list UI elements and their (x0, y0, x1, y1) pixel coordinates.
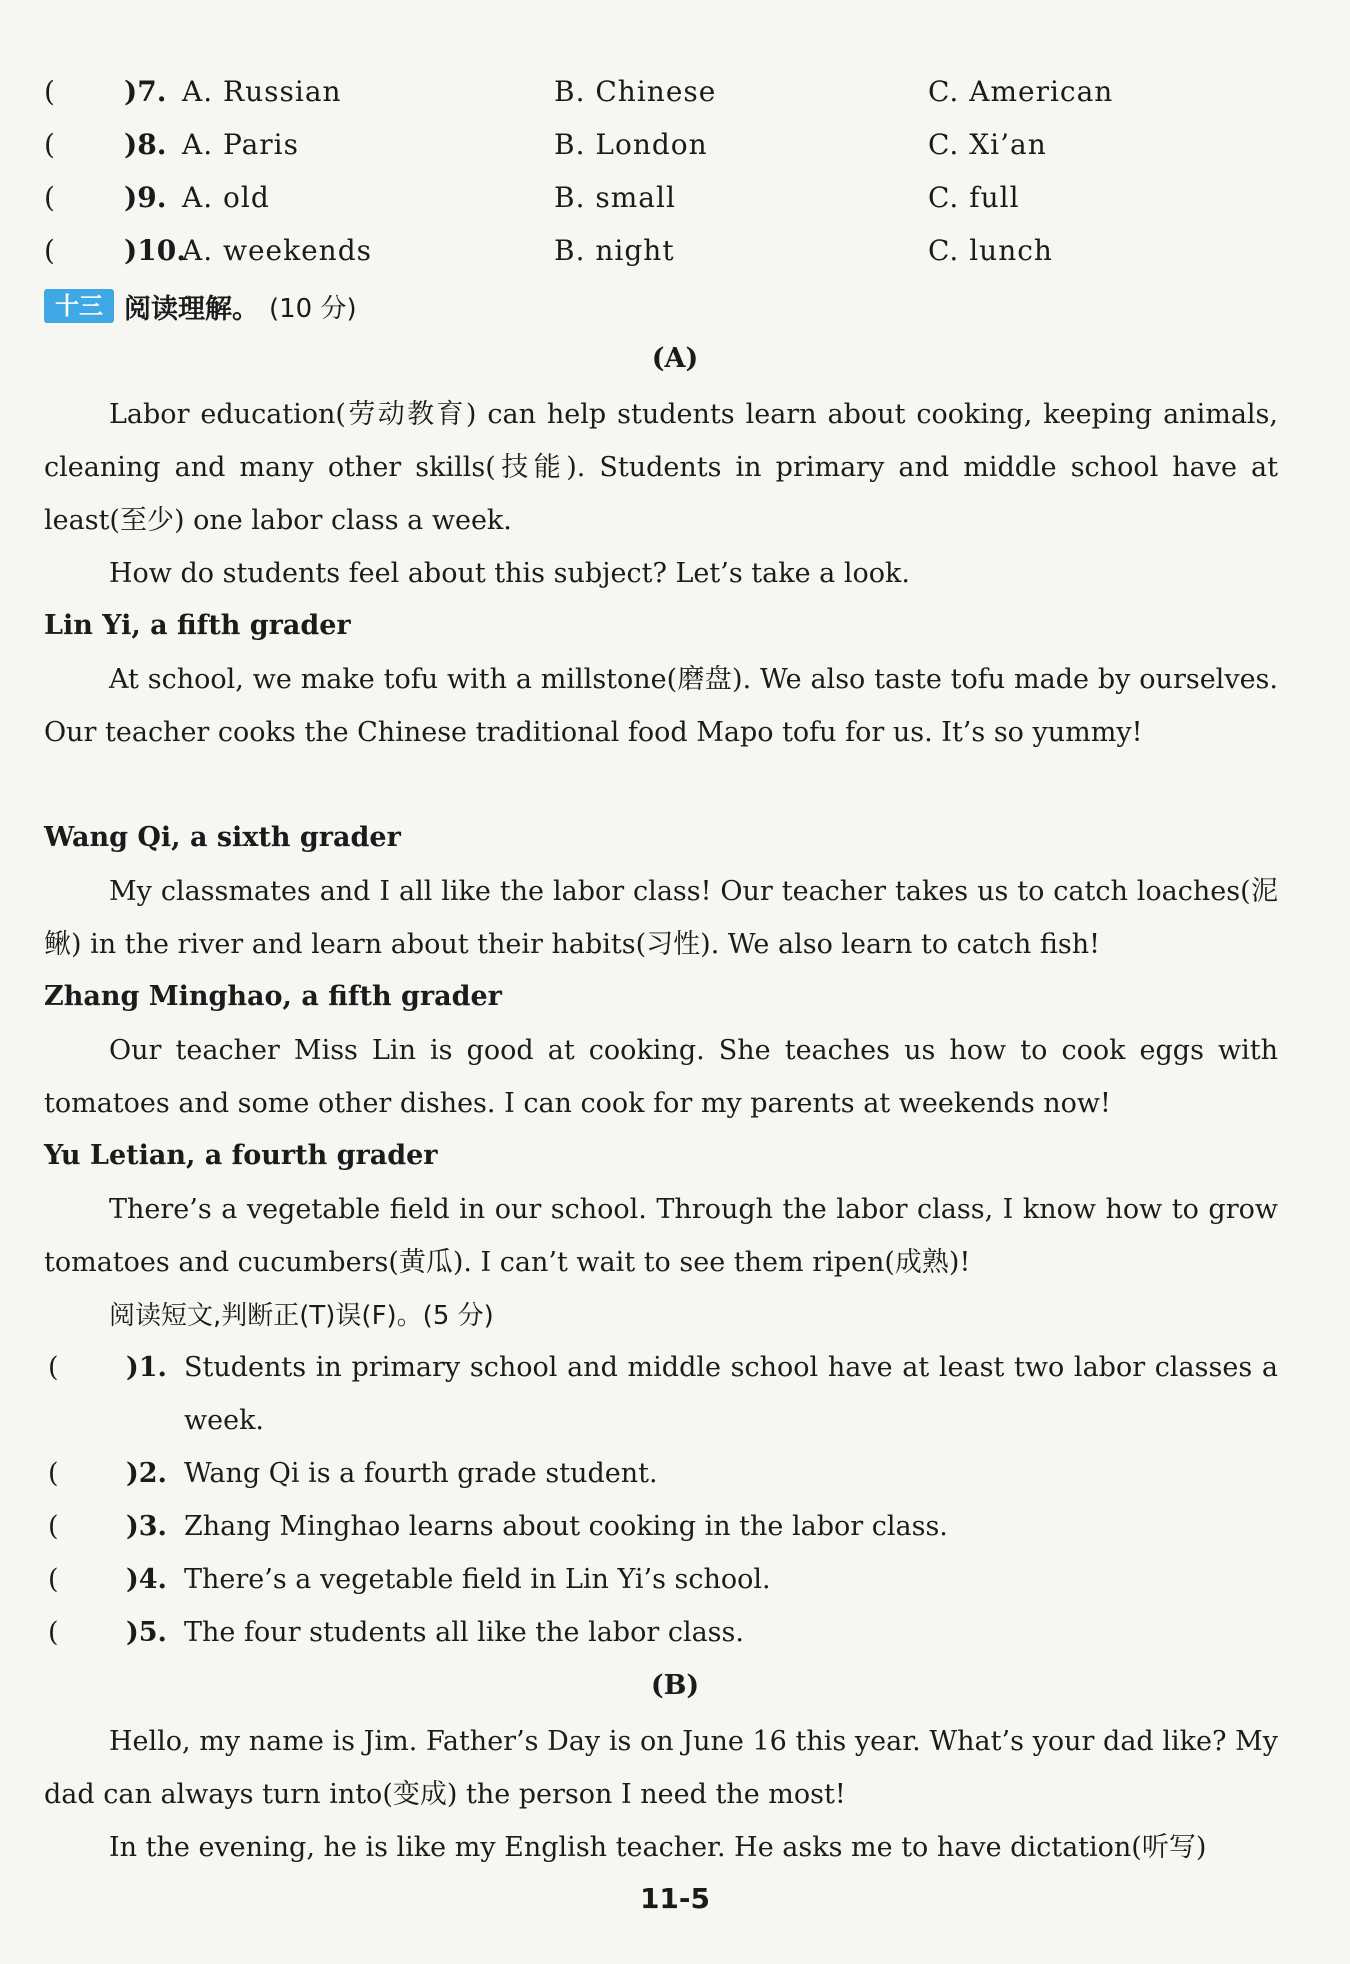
statement-text: Students in primary school and middle school have at least two labor classes a week. (184, 1352, 1278, 1436)
statement-text: Wang Qi is a fourth grade student. (184, 1458, 658, 1489)
tf-instruction: 阅读短文,判断正(T)误(F)。(5 分) (109, 1301, 494, 1331)
speaker-text: My classmates and I all like the labor class! Our teacher takes us to catch loaches(泥鳅) in the river and learn about their habits(习性). We also learn to catch fish! (44, 876, 1278, 960)
statement-number: )5. (126, 1617, 167, 1648)
option-c: C. Xi’an (928, 128, 1047, 161)
statement-number: )1. (126, 1352, 167, 1383)
option-c: C. full (928, 181, 1020, 214)
speaker-name: Yu Letian, a fourth grader (44, 1140, 438, 1171)
statement-text: There’s a vegetable field in Lin Yi’s school. (184, 1564, 771, 1595)
option-c: C. American (928, 75, 1114, 108)
answer-blank-open: ( (48, 1458, 59, 1489)
speaker-name: Zhang Minghao, a fifth grader (44, 981, 502, 1012)
statement-number: )4. (126, 1564, 167, 1595)
statement-number: )2. (126, 1458, 167, 1489)
option-c: C. lunch (928, 234, 1053, 267)
answer-blank-open: ( (48, 1511, 59, 1542)
answer-blank-open: ( (48, 1617, 59, 1648)
answer-blank-open: ( (48, 1564, 59, 1595)
section-title: 阅读理解。 (124, 293, 259, 325)
question-number: )8. (124, 128, 167, 161)
question-number: )10. (124, 234, 186, 267)
answer-blank-open: ( (44, 128, 55, 161)
statement-number: )3. (126, 1511, 167, 1542)
section-number-badge: 十三 (44, 289, 114, 323)
part-b-paragraph-2: In the evening, he is like my English teacher. He asks me to have dictation(听写) (109, 1832, 1207, 1863)
option-a: A. weekends (182, 234, 372, 267)
speaker-name: Wang Qi, a sixth grader (44, 822, 401, 853)
option-b: B. night (554, 234, 675, 267)
statement-text: The four students all like the labor class. (184, 1617, 744, 1648)
answer-blank-open: ( (48, 1352, 59, 1383)
question-number: )7. (124, 75, 167, 108)
intro-paragraph: Labor education(劳动教育) can help students learn about cooking, keeping animals, cleaning and many other skills(技能). Students in primary and middle school have at least(至少) one labor class a week. (44, 399, 1278, 536)
section-heading (44, 288, 357, 324)
option-a: A. old (182, 181, 270, 214)
question-number: )9. (124, 181, 167, 214)
speaker-name: Lin Yi, a fifth grader (44, 610, 351, 641)
option-b: B. small (554, 181, 676, 214)
option-a: A. Paris (182, 128, 300, 161)
speaker-text: Our teacher Miss Lin is good at cooking. She teaches us how to cook eggs with tomatoes and some other dishes. I can cook for my parents at weekends now! (44, 1035, 1278, 1119)
option-a: A. Russian (182, 75, 342, 108)
part-b-paragraph-1: Hello, my name is Jim. Father’s Day is on June 16 this year. What’s your dad like? My dad can always turn into(变成) the person I need the most! (44, 1726, 1278, 1810)
part-a-label: (A) (651, 343, 699, 374)
speaker-text: There’s a vegetable field in our school. Through the labor class, I know how to grow tomatoes and cucumbers(黄瓜). I can’t wait to see them ripen(成熟)! (44, 1194, 1278, 1278)
option-b: B. London (554, 128, 708, 161)
answer-blank-open: ( (44, 181, 55, 214)
answer-blank-open: ( (44, 75, 55, 108)
intro-question: How do students feel about this subject? Let’s take a look. (109, 558, 910, 589)
statement-text: Zhang Minghao learns about cooking in the labor class. (184, 1511, 948, 1542)
option-b: B. Chinese (554, 75, 717, 108)
speaker-text: At school, we make tofu with a millstone(磨盘). We also taste tofu made by ourselves. Our teacher cooks the Chinese traditional food Mapo tofu for us. It’s so yummy! (44, 664, 1278, 748)
page-number: 11-5 (639, 1882, 711, 1915)
section-score: (10 分) (269, 293, 357, 324)
part-b-label: (B) (650, 1670, 700, 1701)
answer-blank-open: ( (44, 234, 55, 267)
